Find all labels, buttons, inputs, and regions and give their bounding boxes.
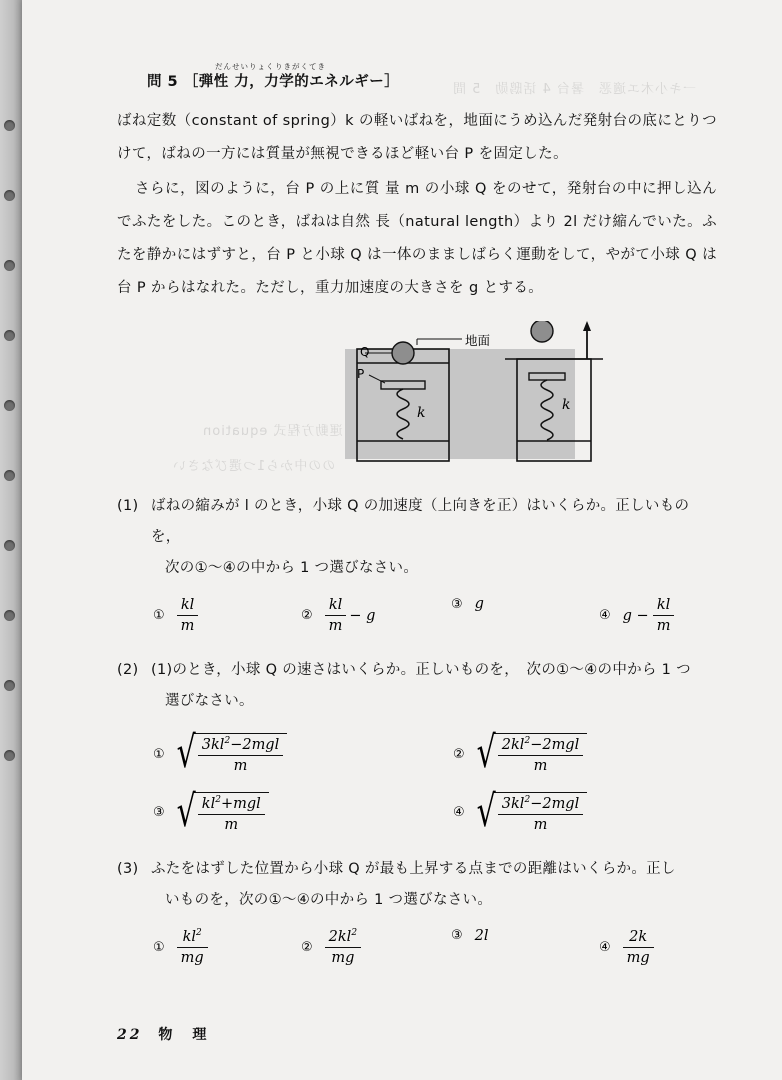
fraction-numerator: $2kl^2$	[325, 928, 361, 948]
item-text-3: ふたをはずした位置から小球 Q が最も上昇する点までの距離はいくらか。正し	[151, 860, 676, 877]
item-number-3: (3)	[117, 860, 139, 877]
fraction-numerator: kl	[325, 596, 347, 616]
item-text-2: (1)のとき，小球 Q の速さはいくらか。正しいものを， 次の①〜④の中から 1 つ	[151, 662, 691, 679]
binding-hole	[4, 610, 15, 621]
figure-label-p: P	[357, 367, 365, 381]
question-item-3	[117, 854, 717, 967]
choice-mark: ④	[599, 608, 611, 624]
fraction-denominator: m	[533, 758, 548, 775]
choice-formula: g	[474, 596, 484, 612]
fraction-denominator: m	[656, 618, 671, 635]
radical-sign: √	[476, 728, 496, 780]
choice-mark: ③	[153, 805, 165, 821]
choice-1-1[interactable]	[153, 596, 301, 635]
choice-mark: ③	[451, 928, 463, 944]
choice-3-2[interactable]	[301, 928, 451, 967]
choice-mark: ①	[153, 608, 165, 624]
item-number-2: (2)	[117, 662, 139, 679]
choice-formula	[476, 728, 588, 780]
item-text-1b: 次の①〜④の中から 1 つ選びなさい。	[165, 560, 419, 576]
fraction-denominator: mg	[626, 949, 650, 966]
radical-sign: √	[176, 786, 196, 838]
choice-2-2[interactable]	[453, 728, 587, 780]
radical-sign: √	[476, 786, 496, 838]
choice-lead: g −	[622, 607, 649, 624]
fraction-numerator: $2kl^2-2mgl$	[498, 736, 583, 756]
choice-formula: 2l	[474, 927, 489, 944]
choice-formula	[177, 596, 199, 635]
binding-hole	[4, 400, 15, 411]
choice-2-1[interactable]	[153, 728, 453, 780]
fraction-denominator: m	[533, 816, 548, 833]
fraction-denominator: m	[328, 618, 343, 635]
choices-1	[153, 596, 717, 635]
choice-formula	[176, 728, 288, 780]
fraction	[498, 795, 583, 834]
figure-label-q: Q	[360, 345, 370, 359]
choice-2-3[interactable]	[153, 786, 453, 838]
page-footer	[117, 1024, 209, 1044]
ruby-rikigakuteki: りきがくてき	[275, 62, 326, 71]
page-content	[117, 62, 717, 967]
item-text-2b: 選びなさい。	[165, 693, 254, 710]
item-text-1: ばねの縮みが l のとき，小球 Q の加速度（上向きを正）はいくらか。正しいものを，	[151, 498, 690, 545]
choice-formula	[476, 786, 588, 838]
figure-label-k-left: k	[417, 405, 426, 421]
binding-hole	[4, 260, 15, 271]
binding-hole	[4, 190, 15, 201]
fraction-denominator: m	[224, 816, 239, 833]
fraction	[198, 795, 265, 834]
choice-mark: ②	[301, 608, 313, 624]
choice-mark: ③	[451, 596, 463, 612]
binding-hole	[4, 680, 15, 691]
fraction-denominator: m	[180, 618, 195, 635]
choices-2-row2	[153, 786, 717, 838]
fraction	[498, 736, 583, 775]
physics-figure	[117, 321, 717, 471]
binding-hole	[4, 120, 15, 131]
item-number-1: (1)	[117, 498, 139, 514]
choice-1-2[interactable]	[301, 596, 451, 635]
fraction-numerator: kl	[177, 596, 199, 616]
binding-hole	[4, 470, 15, 481]
choice-mark: ②	[453, 746, 465, 762]
choice-formula	[325, 596, 347, 635]
question-title: ［弾性 力，力学的エネルギー］	[183, 74, 400, 90]
choice-formula	[325, 928, 361, 967]
choice-mark: ④	[599, 939, 611, 955]
item-text-3b: いものを，次の①〜④の中から 1 つ選びなさい。	[165, 891, 493, 908]
showthrough-text: 運動方程式 equation	[202, 424, 343, 439]
choice-formula	[176, 786, 269, 838]
question-item-1	[117, 491, 717, 635]
choice-mark: ①	[153, 939, 165, 955]
question-label: 問 5	[147, 74, 179, 90]
choice-3-4[interactable]	[599, 928, 654, 967]
choice-formula	[653, 596, 675, 635]
choice-mark: ②	[301, 939, 313, 955]
page-number: 22	[117, 1027, 143, 1043]
paragraph-1: ばね定数（constant of spring）k の軽いばねを，地面にうめ込んだ発射台の底にとりつけて，ばねの一方には質量が無視できるほど軽い台 P を固定した。	[117, 113, 717, 162]
fraction-numerator: $3kl^2-2mgl$	[498, 795, 583, 815]
choice-mark: ①	[153, 746, 165, 762]
choice-1-4[interactable]	[599, 596, 674, 635]
choices-2-row1	[153, 728, 717, 780]
fraction-numerator: $kl^2$	[177, 928, 208, 948]
showthrough-text: 一キ小木エ適恶 暑台 4 话鸱勋 5 間	[452, 82, 696, 97]
textbook-page	[22, 0, 782, 1080]
binding-hole	[4, 330, 15, 341]
fraction	[198, 736, 283, 775]
choice-1-3[interactable]	[451, 596, 599, 612]
choice-formula	[623, 928, 654, 967]
radical-sign: √	[176, 728, 196, 780]
fraction-numerator: $3kl^2-2mgl$	[198, 736, 283, 756]
figure-drawing	[117, 321, 717, 471]
figure-label-ground: 地面	[465, 333, 491, 348]
choice-3-3[interactable]	[451, 928, 599, 944]
choice-formula	[177, 928, 208, 967]
question-item-2	[117, 655, 717, 838]
spiral-binding	[0, 0, 22, 1080]
fraction-numerator: kl	[653, 596, 675, 616]
choice-3-1[interactable]	[153, 928, 301, 967]
fraction-numerator: 2k	[623, 928, 654, 948]
choice-tail: − g	[349, 607, 376, 624]
fraction-denominator: m	[233, 758, 248, 775]
fraction-numerator: $kl^2+mgl$	[198, 795, 265, 815]
showthrough-text: のの中から1つ選びなさい	[172, 459, 336, 474]
choice-mark: ④	[453, 805, 465, 821]
fraction-denominator: mg	[180, 949, 204, 966]
footer-subject: 物 理	[158, 1027, 210, 1043]
choice-2-4[interactable]	[453, 786, 587, 838]
paragraph-2: さらに，図のように，台 P の上に質 量 m の小球 Q をのせて，発射台の中に押し込んでふたをした。このとき，ばねは自然 長（natural length）より 2l だけ縮んでいた。ふたを静かにはずすと，台 P と小球 Q は一体のまましばらく運動をして，やがて小球 Q は台 P からはなれた。ただし，重力加速度の大きさを g とする。	[117, 181, 717, 296]
fraction-denominator: mg	[331, 949, 355, 966]
binding-hole	[4, 540, 15, 551]
figure-label-k-right: k	[562, 397, 571, 413]
question-heading	[147, 62, 717, 91]
binding-hole	[4, 750, 15, 761]
ruby-danseiryoku: だんせいりょく	[215, 62, 275, 71]
choices-3	[153, 928, 717, 967]
